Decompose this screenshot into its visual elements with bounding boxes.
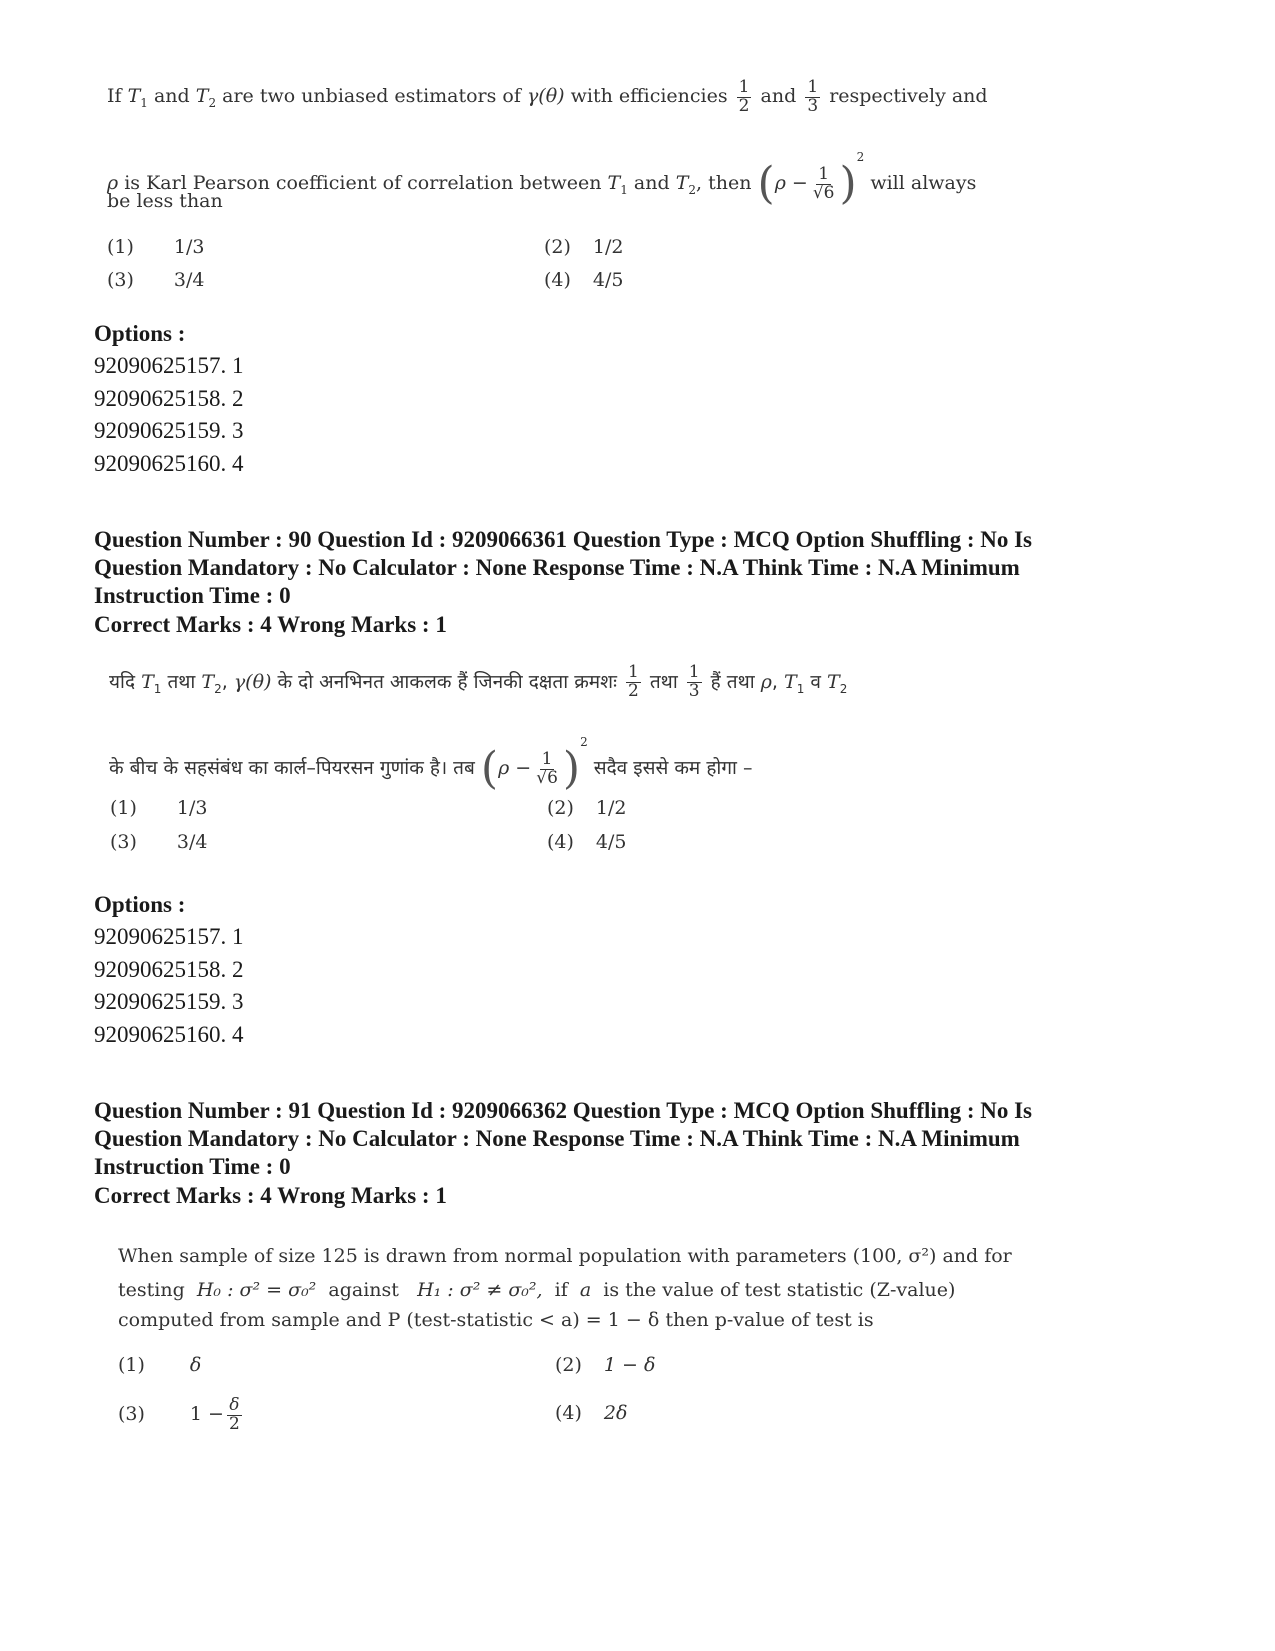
- choice-3: (3) 1 − $\frac{\delta}{2}$: [118, 1394, 240, 1434]
- option-id-1: 92090625157. 1: [94, 924, 244, 949]
- rho-expression: (ρ − $\frac{1}{√6}$ )$^2$: [757, 150, 865, 209]
- option-id-1: 92090625157. 1: [94, 353, 244, 378]
- q89-line-2: ρ is Karl Pearson coefficient of correlation between $T_1$ and $T_2$, then (ρ − $\frac{1}{√6}$ )$^2$ will always: [107, 150, 977, 209]
- option-id-4: 92090625160. 4: [94, 1022, 244, 1047]
- choice-4: (4) 2δ: [555, 1402, 628, 1424]
- fraction-third: $\frac{1}{3}$: [807, 76, 819, 116]
- choice-1: (1) 1/3: [107, 236, 205, 258]
- q90-meta: Question Number : 90 Question Id : 9209066361 Question Type : MCQ Option Shuffling : No Is Question Mandatory : No Calculator : None Response Time : N.A Think Time : N.A Minimum Instruction Time : 0: [94, 527, 1033, 608]
- q91-marks: Correct Marks : 4 Wrong Marks : 1: [94, 1183, 447, 1208]
- choice-4: (4) 4/5: [544, 269, 624, 291]
- options-heading: Options :: [94, 321, 186, 346]
- q90-hindi-line-1: यदि $T_1$ तथा $T_2$, γ(θ) के दो अनभिनत आकलक हैं जिनकी दक्षता क्रमशः $\frac{1}{2}$ तथा $\frac{1}{3}$ हैं तथा ρ, $T_1$ व $T_2$: [109, 662, 848, 701]
- options-heading: Options :: [94, 892, 186, 917]
- option-id-4: 92090625160. 4: [94, 451, 244, 476]
- choice-1: (1) δ: [118, 1354, 202, 1376]
- option-id-3: 92090625159. 3: [94, 418, 244, 443]
- fraction-half: $\frac{1}{2}$: [738, 76, 750, 116]
- q91-line-2: testing H₀ : σ² = σ₀² against H₁ : σ² ≠ σ₀², if a is the value of test statistic (Z-value): [118, 1279, 956, 1301]
- choice-1: (1) 1/3: [110, 797, 208, 819]
- option-id-2: 92090625158. 2: [94, 957, 244, 982]
- q90-hindi-line-2: के बीच के सहसंबंध का कार्ल–पियरसन गुणांक है। तब (ρ − $\frac{1}{√6}$ )$^2$ सदैव इससे कम होगा –: [109, 735, 753, 794]
- q90-marks: Correct Marks : 4 Wrong Marks : 1: [94, 612, 447, 637]
- choice-2: (2) 1/2: [544, 236, 624, 258]
- choice-2: (2) 1/2: [547, 797, 627, 819]
- choice-3: (3) 3/4: [110, 831, 208, 853]
- choice-3: (3) 3/4: [107, 269, 205, 291]
- choice-2: (2) 1 − δ: [555, 1354, 656, 1376]
- q89-line-3: be less than: [107, 190, 223, 212]
- q91-line-1: When sample of size 125 is drawn from normal population with parameters (100, σ²) and for: [118, 1245, 1012, 1267]
- choice-4: (4) 4/5: [547, 831, 627, 853]
- q91-meta: Question Number : 91 Question Id : 9209066362 Question Type : MCQ Option Shuffling : No Is Question Mandatory : No Calculator : None Response Time : N.A Think Time : N.A Minimum Instruction Time : 0: [94, 1098, 1033, 1179]
- option-id-3: 92090625159. 3: [94, 989, 244, 1014]
- option-id-2: 92090625158. 2: [94, 386, 244, 411]
- q89-line-1: If $T_1$ and $T_2$ are two unbiased estimators of γ(θ) with efficiencies $\frac{1}{2}$ and $\frac{1}{3}$ respectively and: [107, 76, 988, 116]
- q91-line-3: computed from sample and P (test-statistic < a) = 1 − δ then p-value of test is: [118, 1309, 874, 1331]
